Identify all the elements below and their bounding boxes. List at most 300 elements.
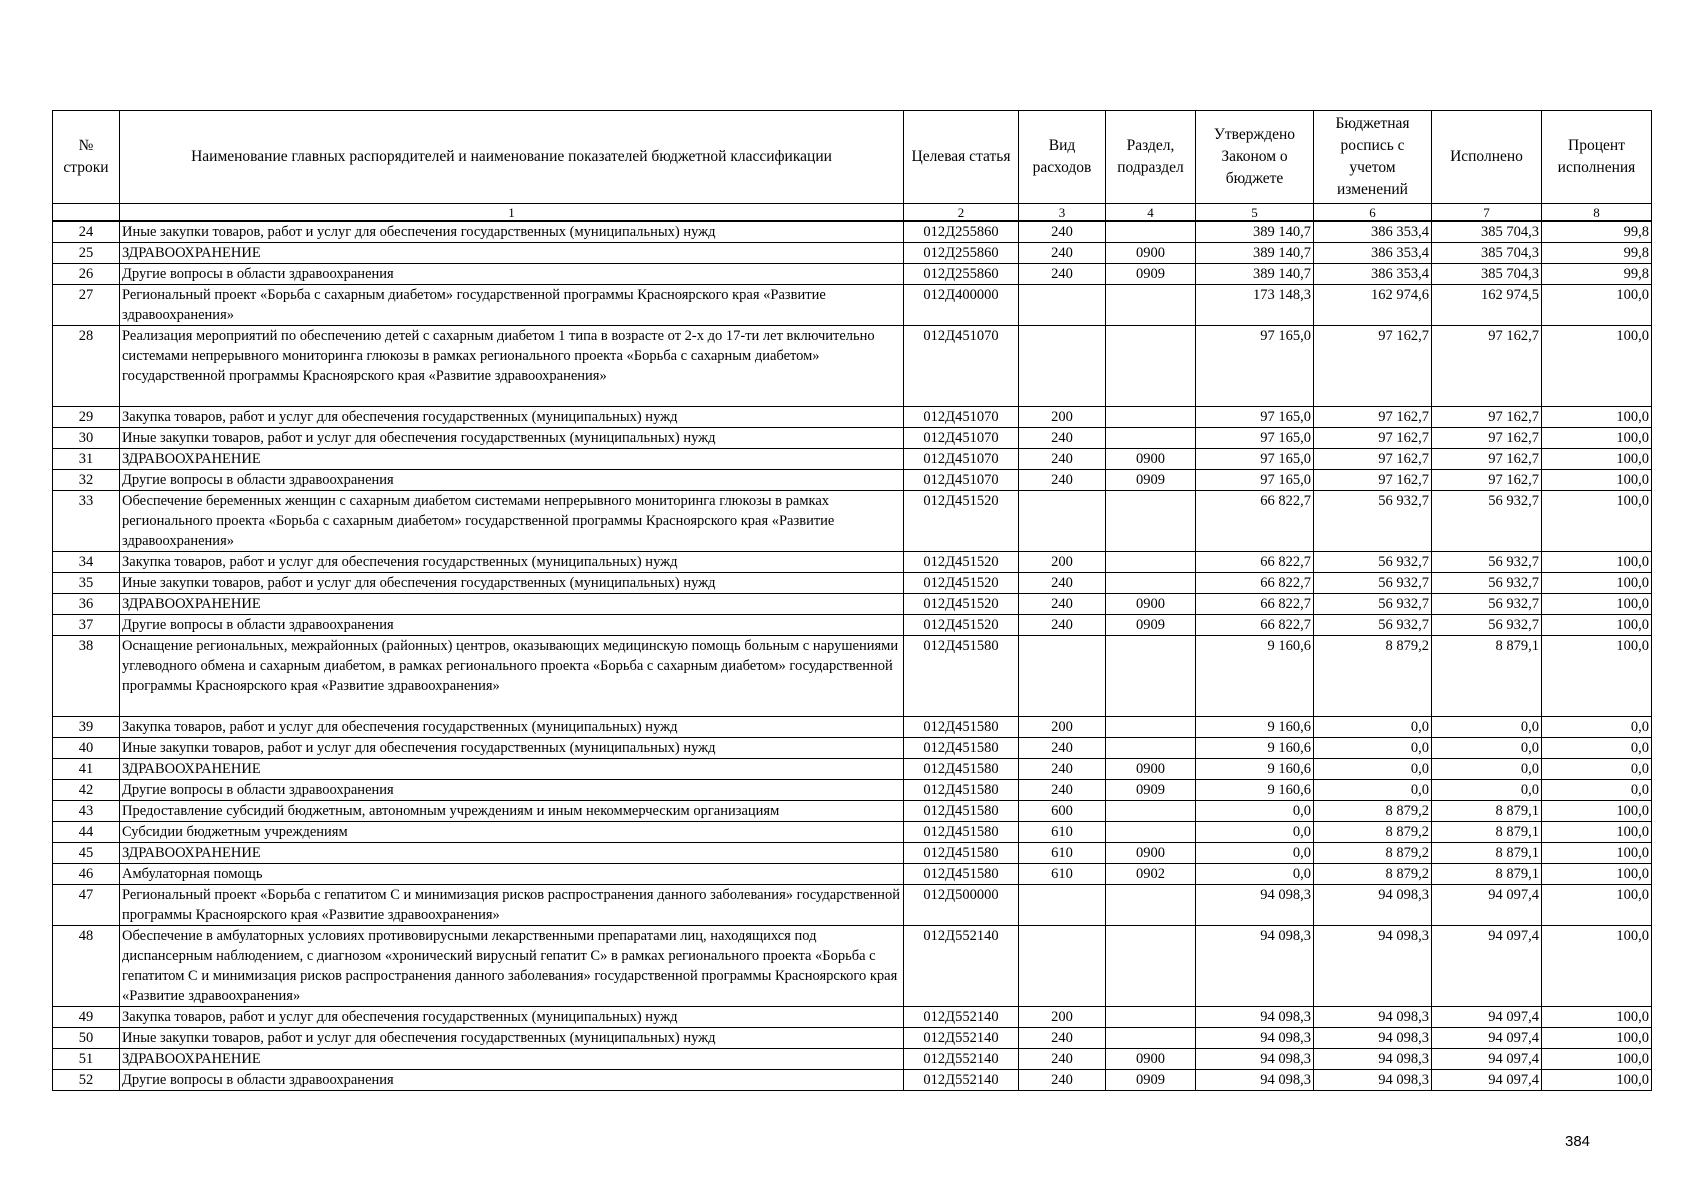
schedule-amount-cell: 56 932,7	[1314, 615, 1432, 636]
row-number-cell: 43	[53, 801, 120, 822]
target-article-cell: 012Д552140	[904, 926, 1019, 1007]
row-number-cell: 48	[53, 926, 120, 1007]
executed-amount-cell: 56 932,7	[1432, 594, 1542, 615]
percent-cell: 100,0	[1542, 615, 1652, 636]
approved-amount-cell: 66 822,7	[1196, 615, 1314, 636]
executed-amount-cell: 8 879,1	[1432, 864, 1542, 885]
schedule-amount-cell: 386 353,4	[1314, 264, 1432, 285]
target-article-cell: 012Д451070	[904, 449, 1019, 470]
executed-amount-cell: 0,0	[1432, 759, 1542, 780]
executed-amount-cell: 97 162,7	[1432, 326, 1542, 407]
column-number: 8	[1542, 204, 1652, 222]
percent-cell: 99,8	[1542, 264, 1652, 285]
schedule-amount-cell: 94 098,3	[1314, 1007, 1432, 1028]
row-name-cell: Закупка товаров, работ и услуг для обеспечения государственных (муниципальных) нужд	[120, 407, 904, 428]
target-article-cell: 012Д451520	[904, 552, 1019, 573]
row-number-cell: 30	[53, 428, 120, 449]
schedule-amount-cell: 0,0	[1314, 780, 1432, 801]
table-row	[53, 780, 1652, 801]
section-cell	[1106, 552, 1196, 573]
section-cell	[1106, 717, 1196, 738]
approved-amount-cell: 0,0	[1196, 801, 1314, 822]
executed-amount-cell: 97 162,7	[1432, 428, 1542, 449]
executed-amount-cell: 385 704,3	[1432, 264, 1542, 285]
target-article-cell: 012Д400000	[904, 285, 1019, 326]
expense-type-cell: 600	[1019, 801, 1106, 822]
table-row	[53, 864, 1652, 885]
row-number-cell: 40	[53, 738, 120, 759]
target-article-cell: 012Д255860	[904, 221, 1019, 243]
executed-amount-cell: 8 879,1	[1432, 636, 1542, 717]
row-name-cell: ЗДРАВООХРАНЕНИЕ	[120, 843, 904, 864]
table-row	[53, 221, 1652, 243]
section-cell: 0909	[1106, 615, 1196, 636]
target-article-cell: 012Д451580	[904, 843, 1019, 864]
table-row	[53, 1049, 1652, 1070]
table-body	[53, 221, 1652, 1091]
expense-type-cell	[1019, 326, 1106, 407]
approved-amount-cell: 173 148,3	[1196, 285, 1314, 326]
executed-amount-cell: 56 932,7	[1432, 573, 1542, 594]
percent-cell: 100,0	[1542, 428, 1652, 449]
schedule-amount-cell: 386 353,4	[1314, 243, 1432, 264]
approved-amount-cell: 389 140,7	[1196, 221, 1314, 243]
percent-cell: 0,0	[1542, 717, 1652, 738]
section-cell	[1106, 1007, 1196, 1028]
schedule-amount-cell: 94 098,3	[1314, 926, 1432, 1007]
executed-amount-cell: 56 932,7	[1432, 552, 1542, 573]
executed-amount-cell: 385 704,3	[1432, 221, 1542, 243]
row-name-cell: Закупка товаров, работ и услуг для обеспечения государственных (муниципальных) нужд	[120, 552, 904, 573]
schedule-amount-cell: 8 879,2	[1314, 864, 1432, 885]
approved-amount-cell: 0,0	[1196, 843, 1314, 864]
header-executed: Исполнено	[1432, 111, 1542, 204]
schedule-amount-cell: 8 879,2	[1314, 636, 1432, 717]
executed-amount-cell: 385 704,3	[1432, 243, 1542, 264]
section-cell: 0900	[1106, 759, 1196, 780]
row-name-cell: Предоставление субсидий бюджетным, автономным учреждениям и иным некоммерческим организациям	[120, 801, 904, 822]
percent-cell: 100,0	[1542, 552, 1652, 573]
section-cell	[1106, 801, 1196, 822]
table-row	[53, 243, 1652, 264]
row-name-cell: Другие вопросы в области здравоохранения	[120, 1070, 904, 1091]
section-cell: 0902	[1106, 864, 1196, 885]
target-article-cell: 012Д552140	[904, 1028, 1019, 1049]
expense-type-cell	[1019, 285, 1106, 326]
column-number: 7	[1432, 204, 1542, 222]
header-section: Раздел, подраздел	[1106, 111, 1196, 204]
approved-amount-cell: 97 165,0	[1196, 470, 1314, 491]
row-name-cell: ЗДРАВООХРАНЕНИЕ	[120, 759, 904, 780]
executed-amount-cell: 94 097,4	[1432, 1049, 1542, 1070]
expense-type-cell: 240	[1019, 780, 1106, 801]
executed-amount-cell: 97 162,7	[1432, 407, 1542, 428]
table-row	[53, 470, 1652, 491]
row-number-cell: 24	[53, 221, 120, 243]
approved-amount-cell: 66 822,7	[1196, 552, 1314, 573]
percent-cell: 0,0	[1542, 738, 1652, 759]
row-name-cell: ЗДРАВООХРАНЕНИЕ	[120, 594, 904, 615]
executed-amount-cell: 56 932,7	[1432, 491, 1542, 552]
row-number-cell: 50	[53, 1028, 120, 1049]
row-number-cell: 47	[53, 885, 120, 926]
approved-amount-cell: 94 098,3	[1196, 1049, 1314, 1070]
row-number-cell: 39	[53, 717, 120, 738]
executed-amount-cell: 94 097,4	[1432, 885, 1542, 926]
executed-amount-cell: 162 974,5	[1432, 285, 1542, 326]
approved-amount-cell: 9 160,6	[1196, 717, 1314, 738]
expense-type-cell: 240	[1019, 759, 1106, 780]
schedule-amount-cell: 56 932,7	[1314, 573, 1432, 594]
column-number: 4	[1106, 204, 1196, 222]
target-article-cell: 012Д451580	[904, 822, 1019, 843]
target-article-cell: 012Д451580	[904, 759, 1019, 780]
percent-cell: 100,0	[1542, 407, 1652, 428]
target-article-cell: 012Д451580	[904, 636, 1019, 717]
schedule-amount-cell: 94 098,3	[1314, 1049, 1432, 1070]
section-cell	[1106, 285, 1196, 326]
table-row	[53, 594, 1652, 615]
row-number-cell: 29	[53, 407, 120, 428]
section-cell	[1106, 326, 1196, 407]
section-cell	[1106, 221, 1196, 243]
approved-amount-cell: 94 098,3	[1196, 1028, 1314, 1049]
target-article-cell: 012Д552140	[904, 1049, 1019, 1070]
header-target-article: Целевая статья	[904, 111, 1019, 204]
approved-amount-cell: 0,0	[1196, 864, 1314, 885]
row-number-cell: 25	[53, 243, 120, 264]
approved-amount-cell: 66 822,7	[1196, 573, 1314, 594]
column-number: 5	[1196, 204, 1314, 222]
percent-cell: 100,0	[1542, 822, 1652, 843]
expense-type-cell: 240	[1019, 449, 1106, 470]
approved-amount-cell: 94 098,3	[1196, 926, 1314, 1007]
expense-type-cell: 240	[1019, 573, 1106, 594]
expense-type-cell: 200	[1019, 717, 1106, 738]
percent-cell: 100,0	[1542, 843, 1652, 864]
expense-type-cell	[1019, 491, 1106, 552]
approved-amount-cell: 66 822,7	[1196, 491, 1314, 552]
percent-cell: 100,0	[1542, 470, 1652, 491]
section-cell: 0909	[1106, 264, 1196, 285]
target-article-cell: 012Д451070	[904, 407, 1019, 428]
schedule-amount-cell: 386 353,4	[1314, 221, 1432, 243]
table-row	[53, 885, 1652, 926]
percent-cell: 0,0	[1542, 759, 1652, 780]
approved-amount-cell: 97 165,0	[1196, 407, 1314, 428]
row-name-cell: Региональный проект «Борьба с гепатитом С и минимизация рисков распространения данного заболевания» государственной программы Красноярского края «Развитие здравоохранения»	[120, 885, 904, 926]
expense-type-cell: 240	[1019, 264, 1106, 285]
section-cell: 0900	[1106, 843, 1196, 864]
target-article-cell: 012Д451520	[904, 615, 1019, 636]
percent-cell: 100,0	[1542, 885, 1652, 926]
row-number-cell: 36	[53, 594, 120, 615]
column-number-empty	[53, 204, 120, 222]
row-number-cell: 37	[53, 615, 120, 636]
row-name-cell: Региональный проект «Борьба с сахарным диабетом» государственной программы Красноярского края «Развитие здравоохранения»	[120, 285, 904, 326]
percent-cell: 100,0	[1542, 636, 1652, 717]
executed-amount-cell: 8 879,1	[1432, 801, 1542, 822]
section-cell	[1106, 636, 1196, 717]
target-article-cell: 012Д451580	[904, 717, 1019, 738]
percent-cell: 100,0	[1542, 801, 1652, 822]
section-cell: 0900	[1106, 243, 1196, 264]
section-cell: 0900	[1106, 594, 1196, 615]
executed-amount-cell: 0,0	[1432, 780, 1542, 801]
approved-amount-cell: 389 140,7	[1196, 243, 1314, 264]
approved-amount-cell: 97 165,0	[1196, 326, 1314, 407]
percent-cell: 100,0	[1542, 1070, 1652, 1091]
target-article-cell: 012Д451580	[904, 780, 1019, 801]
executed-amount-cell: 94 097,4	[1432, 1007, 1542, 1028]
executed-amount-cell: 56 932,7	[1432, 615, 1542, 636]
approved-amount-cell: 94 098,3	[1196, 1007, 1314, 1028]
row-number-cell: 42	[53, 780, 120, 801]
column-number: 2	[904, 204, 1019, 222]
expense-type-cell: 240	[1019, 594, 1106, 615]
expense-type-cell: 240	[1019, 1070, 1106, 1091]
target-article-cell: 012Д451580	[904, 801, 1019, 822]
target-article-cell: 012Д552140	[904, 1070, 1019, 1091]
executed-amount-cell: 8 879,1	[1432, 843, 1542, 864]
percent-cell: 100,0	[1542, 1049, 1652, 1070]
row-number-cell: 38	[53, 636, 120, 717]
section-cell	[1106, 428, 1196, 449]
row-number-cell: 51	[53, 1049, 120, 1070]
percent-cell: 100,0	[1542, 326, 1652, 407]
expense-type-cell: 240	[1019, 1049, 1106, 1070]
percent-cell: 100,0	[1542, 1028, 1652, 1049]
expense-type-cell: 240	[1019, 738, 1106, 759]
row-name-cell: Амбулаторная помощь	[120, 864, 904, 885]
header-row	[53, 111, 1652, 204]
row-name-cell: Иные закупки товаров, работ и услуг для обеспечения государственных (муниципальных) нужд	[120, 1028, 904, 1049]
row-name-cell: Иные закупки товаров, работ и услуг для обеспечения государственных (муниципальных) нужд	[120, 738, 904, 759]
row-number-cell: 27	[53, 285, 120, 326]
executed-amount-cell: 97 162,7	[1432, 449, 1542, 470]
expense-type-cell: 610	[1019, 864, 1106, 885]
schedule-amount-cell: 97 162,7	[1314, 470, 1432, 491]
section-cell: 0909	[1106, 780, 1196, 801]
target-article-cell: 012Д451580	[904, 738, 1019, 759]
schedule-amount-cell: 56 932,7	[1314, 491, 1432, 552]
column-number: 3	[1019, 204, 1106, 222]
percent-cell: 99,8	[1542, 221, 1652, 243]
section-cell: 0909	[1106, 470, 1196, 491]
approved-amount-cell: 9 160,6	[1196, 759, 1314, 780]
row-name-cell: ЗДРАВООХРАНЕНИЕ	[120, 243, 904, 264]
row-number-cell: 45	[53, 843, 120, 864]
expense-type-cell: 200	[1019, 407, 1106, 428]
schedule-amount-cell: 8 879,2	[1314, 822, 1432, 843]
table-row	[53, 407, 1652, 428]
row-number-cell: 49	[53, 1007, 120, 1028]
percent-cell: 100,0	[1542, 449, 1652, 470]
header-expense-type: Вид расходов	[1019, 111, 1106, 204]
schedule-amount-cell: 8 879,2	[1314, 801, 1432, 822]
schedule-amount-cell: 94 098,3	[1314, 885, 1432, 926]
percent-cell: 100,0	[1542, 864, 1652, 885]
table-row	[53, 1028, 1652, 1049]
section-cell	[1106, 491, 1196, 552]
executed-amount-cell: 94 097,4	[1432, 1028, 1542, 1049]
target-article-cell: 012Д451520	[904, 594, 1019, 615]
expense-type-cell: 240	[1019, 470, 1106, 491]
target-article-cell: 012Д451070	[904, 470, 1019, 491]
header-row-number: № строки	[53, 111, 120, 204]
approved-amount-cell: 94 098,3	[1196, 885, 1314, 926]
section-cell: 0900	[1106, 449, 1196, 470]
approved-amount-cell: 97 165,0	[1196, 449, 1314, 470]
row-name-cell: Иные закупки товаров, работ и услуг для обеспечения государственных (муниципальных) нужд	[120, 221, 904, 243]
target-article-cell: 012Д451520	[904, 491, 1019, 552]
approved-amount-cell: 9 160,6	[1196, 780, 1314, 801]
schedule-amount-cell: 0,0	[1314, 738, 1432, 759]
column-number: 6	[1314, 204, 1432, 222]
row-name-cell: Закупка товаров, работ и услуг для обеспечения государственных (муниципальных) нужд	[120, 1007, 904, 1028]
row-number-cell: 41	[53, 759, 120, 780]
row-number-cell: 35	[53, 573, 120, 594]
table-header	[53, 111, 1652, 222]
row-number-cell: 46	[53, 864, 120, 885]
table-row	[53, 1070, 1652, 1091]
table-row	[53, 491, 1652, 552]
schedule-amount-cell: 162 974,6	[1314, 285, 1432, 326]
header-name: Наименование главных распорядителей и наименование показателей бюджетной классификации	[120, 111, 904, 204]
table-row	[53, 717, 1652, 738]
row-name-cell: Закупка товаров, работ и услуг для обеспечения государственных (муниципальных) нужд	[120, 717, 904, 738]
column-number-row	[53, 204, 1652, 222]
target-article-cell: 012Д451070	[904, 428, 1019, 449]
row-name-cell: Другие вопросы в области здравоохранения	[120, 780, 904, 801]
percent-cell: 100,0	[1542, 926, 1652, 1007]
row-name-cell: Реализация мероприятий по обеспечению детей с сахарным диабетом 1 типа в возрасте от 2-х до 17-ти лет включительно системами непрерывного мониторинга глюкозы в рамках регионального проекта «Борьба с сахарным диабетом» государственной программы Красноярского края «Развитие здравоохранения»	[120, 326, 904, 407]
table-row	[53, 428, 1652, 449]
table-row	[53, 326, 1652, 407]
approved-amount-cell: 97 165,0	[1196, 428, 1314, 449]
expense-type-cell: 240	[1019, 243, 1106, 264]
approved-amount-cell: 9 160,6	[1196, 636, 1314, 717]
executed-amount-cell: 0,0	[1432, 738, 1542, 759]
budget-execution-table	[52, 110, 1652, 1091]
expense-type-cell	[1019, 926, 1106, 1007]
executed-amount-cell: 97 162,7	[1432, 470, 1542, 491]
section-cell	[1106, 407, 1196, 428]
schedule-amount-cell: 97 162,7	[1314, 449, 1432, 470]
expense-type-cell	[1019, 885, 1106, 926]
row-number-cell: 31	[53, 449, 120, 470]
target-article-cell: 012Д451070	[904, 326, 1019, 407]
executed-amount-cell: 8 879,1	[1432, 822, 1542, 843]
schedule-amount-cell: 94 098,3	[1314, 1070, 1432, 1091]
schedule-amount-cell: 94 098,3	[1314, 1028, 1432, 1049]
row-number-cell: 44	[53, 822, 120, 843]
approved-amount-cell: 389 140,7	[1196, 264, 1314, 285]
header-schedule: Бюджетная роспись с учетом изменений	[1314, 111, 1432, 204]
page-number: 384	[1565, 1133, 1591, 1150]
expense-type-cell: 240	[1019, 1028, 1106, 1049]
table-row	[53, 738, 1652, 759]
row-number-cell: 33	[53, 491, 120, 552]
row-number-cell: 52	[53, 1070, 120, 1091]
row-name-cell: Обеспечение беременных женщин с сахарным диабетом системами непрерывного мониторинга глюкозы в рамках регионального проекта «Борьба с сахарным диабетом» государственной программы Красноярского края «Развитие здравоохранения»	[120, 491, 904, 552]
row-name-cell: ЗДРАВООХРАНЕНИЕ	[120, 449, 904, 470]
target-article-cell: 012Д552140	[904, 1007, 1019, 1028]
row-number-cell: 26	[53, 264, 120, 285]
executed-amount-cell: 94 097,4	[1432, 926, 1542, 1007]
approved-amount-cell: 0,0	[1196, 822, 1314, 843]
row-number-cell: 32	[53, 470, 120, 491]
section-cell: 0900	[1106, 1049, 1196, 1070]
schedule-amount-cell: 0,0	[1314, 759, 1432, 780]
percent-cell: 100,0	[1542, 594, 1652, 615]
header-percent: Процент исполнения	[1542, 111, 1652, 204]
schedule-amount-cell: 97 162,7	[1314, 326, 1432, 407]
table-row	[53, 285, 1652, 326]
percent-cell: 100,0	[1542, 573, 1652, 594]
row-name-cell: Другие вопросы в области здравоохранения	[120, 264, 904, 285]
section-cell	[1106, 573, 1196, 594]
expense-type-cell: 200	[1019, 1007, 1106, 1028]
row-number-cell: 28	[53, 326, 120, 407]
row-name-cell: Оснащение региональных, межрайонных (районных) центров, оказывающих медицинскую помощь больным с нарушениями углеводного обмена и сахарным диабетом, в рамках регионального проекта «Борьба с сахарным диабетом» государственной программы Красноярского края «Развитие здравоохранения»	[120, 636, 904, 717]
table-row	[53, 636, 1652, 717]
row-name-cell: Субсидии бюджетным учреждениям	[120, 822, 904, 843]
section-cell	[1106, 738, 1196, 759]
executed-amount-cell: 94 097,4	[1432, 1070, 1542, 1091]
target-article-cell: 012Д451520	[904, 573, 1019, 594]
section-cell: 0909	[1106, 1070, 1196, 1091]
executed-amount-cell: 0,0	[1432, 717, 1542, 738]
percent-cell: 99,8	[1542, 243, 1652, 264]
table-row	[53, 822, 1652, 843]
expense-type-cell	[1019, 636, 1106, 717]
table-row	[53, 449, 1652, 470]
table-row	[53, 801, 1652, 822]
percent-cell: 0,0	[1542, 780, 1652, 801]
table-row	[53, 843, 1652, 864]
expense-type-cell: 240	[1019, 221, 1106, 243]
table-row	[53, 926, 1652, 1007]
target-article-cell: 012Д255860	[904, 243, 1019, 264]
schedule-amount-cell: 56 932,7	[1314, 594, 1432, 615]
expense-type-cell: 200	[1019, 552, 1106, 573]
target-article-cell: 012Д451580	[904, 864, 1019, 885]
table-row	[53, 573, 1652, 594]
section-cell	[1106, 822, 1196, 843]
table-row	[53, 615, 1652, 636]
row-name-cell: Другие вопросы в области здравоохранения	[120, 470, 904, 491]
target-article-cell: 012Д255860	[904, 264, 1019, 285]
row-number-cell: 34	[53, 552, 120, 573]
section-cell	[1106, 926, 1196, 1007]
schedule-amount-cell: 97 162,7	[1314, 407, 1432, 428]
percent-cell: 100,0	[1542, 1007, 1652, 1028]
table-row	[53, 264, 1652, 285]
expense-type-cell: 610	[1019, 822, 1106, 843]
percent-cell: 100,0	[1542, 285, 1652, 326]
row-name-cell: Обеспечение в амбулаторных условиях противовирусными лекарственными препаратами лиц, находящихся под диспансерным наблюдением, с диагнозом «хронический вирусный гепатит С» в рамках регионального проекта «Борьба с гепатитом С и минимизация рисков распространения данного заболевания» государственной программы Красноярского края «Развитие здравоохранения»	[120, 926, 904, 1007]
row-name-cell: Иные закупки товаров, работ и услуг для обеспечения государственных (муниципальных) нужд	[120, 573, 904, 594]
approved-amount-cell: 9 160,6	[1196, 738, 1314, 759]
schedule-amount-cell: 97 162,7	[1314, 428, 1432, 449]
target-article-cell: 012Д500000	[904, 885, 1019, 926]
expense-type-cell: 240	[1019, 428, 1106, 449]
section-cell	[1106, 885, 1196, 926]
schedule-amount-cell: 0,0	[1314, 717, 1432, 738]
approved-amount-cell: 94 098,3	[1196, 1070, 1314, 1091]
section-cell	[1106, 1028, 1196, 1049]
